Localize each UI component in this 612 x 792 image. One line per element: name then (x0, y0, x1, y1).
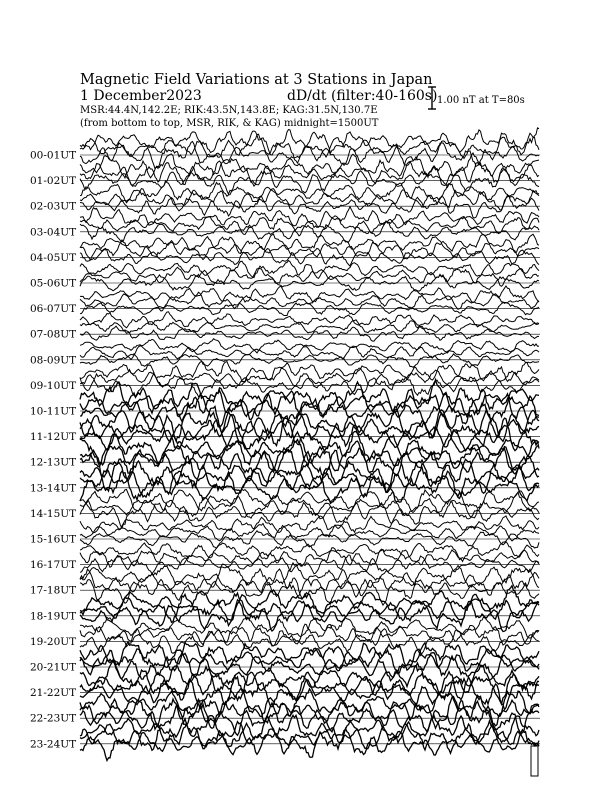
hour-label: 02-03UT (30, 200, 77, 213)
trace-kag (80, 207, 539, 228)
trace-msr (80, 196, 539, 218)
scale-bar (428, 87, 525, 109)
hour-label: 05-06UT (30, 277, 77, 290)
trace-rik (80, 240, 539, 260)
hour-label: 03-04UT (30, 226, 77, 239)
hour-label: 22-23UT (30, 712, 77, 725)
hour-labels (30, 150, 76, 751)
trace-rik (80, 346, 539, 360)
hour-label: 21-22UT (30, 687, 77, 700)
traces (80, 128, 539, 761)
hour-label: 06-07UT (30, 303, 77, 316)
hour-label: 12-13UT (30, 456, 77, 469)
hour-label: 07-08UT (30, 328, 77, 341)
hour-label: 17-18UT (30, 584, 77, 597)
trace-rik (80, 292, 539, 311)
hour-label: 09-10UT (30, 379, 77, 392)
trace-msr (80, 326, 539, 341)
order-line: (from bottom to top, MSR, RIK, & KAG) midnight=1500UT (80, 118, 379, 129)
hour-label: 00-01UT (30, 149, 77, 162)
hour-label: 01-02UT (30, 175, 77, 188)
trace-kag (80, 642, 539, 666)
chart-quantity: dD/dt (filter:40-160s) (287, 88, 438, 104)
trace-rik (80, 368, 539, 391)
chart-title: Magnetic Field Variations at 3 Stations in Japan (80, 72, 433, 88)
hour-label: 15-16UT (30, 533, 77, 546)
scale-label: 1.00 nT at T=80s (437, 95, 525, 106)
hour-label: 10-11UT (30, 405, 77, 418)
hour-label: 04-05UT (30, 251, 77, 264)
hour-label: 16-17UT (30, 559, 77, 572)
trace-kag (80, 286, 539, 303)
stations-line: MSR:44.4N,142.2E; RIK:43.5N,143.8E; KAG:31.5N,130.7E (80, 105, 378, 116)
tail-marker (531, 746, 538, 776)
trace-rik (80, 722, 539, 753)
hour-label: 14-15UT (30, 507, 77, 520)
hour-label: 18-19UT (30, 610, 77, 623)
hour-label: 23-24UT (30, 738, 77, 751)
trace-msr (80, 471, 539, 503)
hour-label: 19-20UT (30, 635, 77, 648)
hour-label: 11-12UT (30, 431, 77, 444)
hour-label: 20-21UT (30, 661, 77, 674)
hour-label: 13-14UT (30, 482, 77, 495)
chart-date: 1 December2023 (80, 88, 202, 104)
trace-kag (80, 617, 539, 638)
trace-kag (80, 312, 539, 328)
hour-label: 08-09UT (30, 354, 77, 367)
